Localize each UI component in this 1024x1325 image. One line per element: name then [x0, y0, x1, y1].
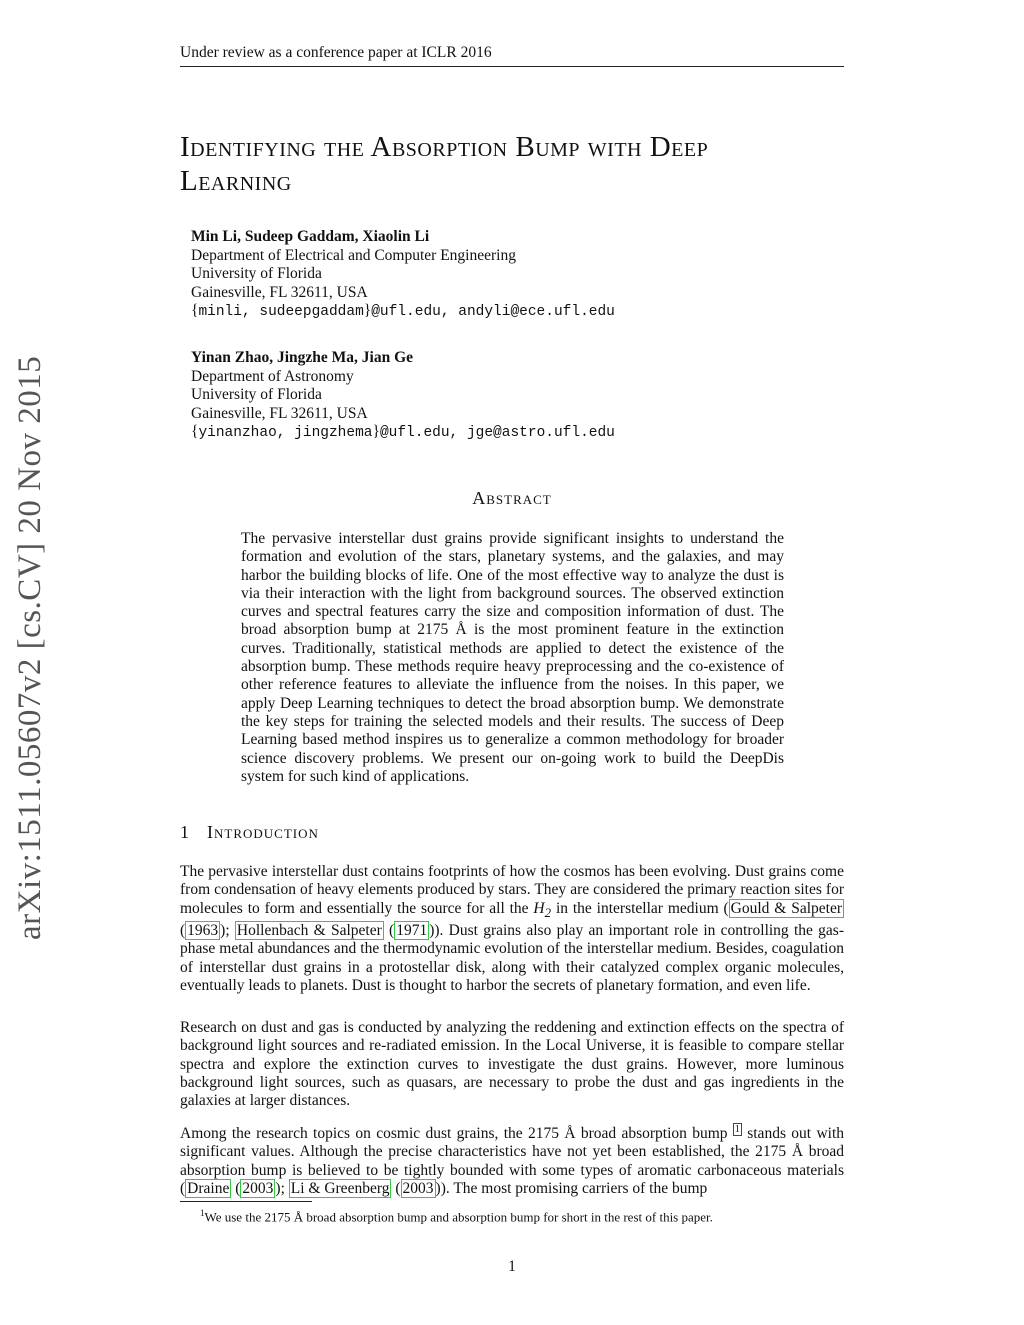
abstract-heading: Abstract [472, 488, 552, 508]
section-number: 1 [180, 822, 189, 842]
email-brace-open: { [191, 302, 199, 319]
page-number: 1 [508, 1258, 516, 1275]
email-brace-close: } [372, 423, 380, 440]
paper-title [180, 130, 850, 198]
paragraph-text: Among the research topics on cosmic dust grains, the 2175 Å broad absorption bump [180, 1125, 733, 1143]
author-address: Gainesville, FL 32611, USA [191, 404, 368, 422]
section-title: Introduction [207, 822, 319, 842]
email-users: minli, sudeepgaddam [198, 304, 364, 320]
citation-hollenbach-salpeter[interactable]: Hollenbach & Salpeter [236, 921, 382, 939]
footnote-marker[interactable]: 1 [734, 1124, 740, 1135]
email-domains: @ufl.edu, andyli@ece.ufl.edu [371, 304, 615, 320]
author-address: Gainesville, FL 32611, USA [191, 283, 368, 301]
citation-draine[interactable]: Draine [187, 1180, 230, 1198]
paragraph-text: in the interstellar medium ( [551, 899, 729, 917]
intro-paragraph-3: Among the research topics on cosmic dust grains, the 2175 Å broad absorption bump $^1$ stands out with significant values. Although the precise characteristics have not yet been established, the 2175 Å broad absorption bump is believed to be tightly bounded with some types of aromatic carbonaceous materials ( Draine ( 2003 ); Li & Greenberg ( 2003 )). The most promising carriers of the bump [180, 1124, 844, 1198]
h2-subscript: 2 [544, 904, 552, 920]
author-names: Yinan Zhao, Jingzhe Ma, Jian Ge [191, 349, 414, 366]
citation-gould-salpeter[interactable]: Gould & Salpeter [730, 899, 842, 917]
citation-separator: ; [280, 1180, 289, 1198]
citation-year-2003b[interactable]: 2003 [402, 1180, 434, 1198]
abstract-body: The pervasive interstellar dust grains provide significant insights to understand the formation and evolution of the stars, planetary systems, and the galaxies, and may harbor the building blocks of life. One of the most effective way to analyze the dust is via their interaction with the light from background sources. The observed extinction curves and spectral features carry the size and composition information of dust. The broad absorption bump at 2175 Å is the most prominent feature in the extinction curves. Traditionally, statistical methods are applied to detect the existence of the absorption bump. These methods require heavy preprocessing and the co-existence of other reference features to alleviate the influence from the noises. In this paper, we apply Deep Learning techniques to detect the broad absorption bump. We demonstrate the key steps for training the selected models and their results. The success of Deep Learning based method inspires us to generalize a common methodology for broader science discovery problems. We present our on-going work to build the DeepDis system for such kind of applications. [241, 530, 784, 785]
email-domains: @ufl.edu, jge@astro.ufl.edu [379, 425, 615, 441]
section-heading [180, 822, 319, 843]
author-email [191, 423, 615, 443]
email-brace-close: } [363, 302, 372, 319]
arxiv-stamp: arXiv:1511.05607v2 [cs.CV] 20 Nov 2015 [12, 355, 48, 940]
author-names: Min Li, Sudeep Gaddam, Xiaolin Li [191, 228, 430, 245]
author-email [191, 302, 615, 322]
author-department: Department of Electrical and Computer Engineering [191, 246, 516, 264]
author-department: Department of Astronomy [191, 367, 354, 385]
email-users: yinanzhao, jingzhema [198, 425, 373, 441]
intro-paragraph-2: Research on dust and gas is conducted by analyzing the reddening and extinction effects on the spectra of background light sources and re-radiated emission. In the Local Universe, it is feasible to compare stellar spectra and explore the extinction curves to investigate the dust grains. However, more luminous background light sources, such as quasars, are necessary to probe the dust and gas ingredients in the galaxies at larger distances. [180, 1019, 844, 1110]
paragraph-text: The pervasive interstellar dust contains footprints of how the cosmos has been evolving. Dust grains come from condensation of heavy elements produced by stars. They are considered the primary reaction sites for molecules to form and essentially the source for all the [180, 863, 844, 917]
citation-year-1971[interactable]: 1971 [396, 921, 428, 939]
h2-base: H [533, 899, 545, 917]
citation-year-2003a[interactable]: 2003 [242, 1180, 274, 1198]
footnote-text: We use the 2175 Å broad absorption bump and absorption bump for short in the rest of this paper. [204, 1209, 713, 1225]
h2-symbol [533, 899, 552, 920]
footnote [200, 1208, 713, 1225]
footnote-mark: 1 [200, 1208, 205, 1218]
author-university: University of Florida [191, 265, 322, 282]
running-header: Under review as a conference paper at ICLR 2016 [180, 44, 844, 67]
footnote-rule [180, 1201, 312, 1202]
title-line-2: Learning [180, 165, 292, 197]
author-block-2 [191, 349, 615, 443]
intro-paragraph-1: The pervasive interstellar dust contains footprints of how the cosmos has been evolving. Dust grains come from condensation of heavy elements produced by stars. They are considered the primary reaction sites for molecules to form and essentially the source for all the $H_2$ in the interstellar medium ( Gould & Salpeter ( 1963 ); Hollenbach & Salpeter ( 1971 )). Dust grains also play an important role in controlling the gas-phase metal abundances and the thermodynamic evolution of the interstellar medium. Besides, coagulation of interstellar dust grains in a protostellar disk, along with their catalyzed complex organic molecules, eventually leads to planets. Dust is thought to harbor the secrets of planetary formation, and even life. [180, 863, 844, 994]
paragraph-text: stands out with significant values. Although the precise characteristics have not yet been established, the 2175 Å broad absorption bump is believed to be tightly bounded with some types of aromatic carbonaceous materials ( [180, 1125, 844, 1198]
citation-separator: ; [225, 921, 235, 939]
citation-year-1963[interactable]: 1963 [187, 921, 219, 939]
email-brace-open: { [191, 423, 199, 440]
author-block-1 [191, 228, 615, 322]
citation-li-greenberg[interactable]: Li & Greenberg [290, 1180, 390, 1198]
author-university: University of Florida [191, 386, 322, 403]
title-line-1: Identifying the Absorption Bump with Deep [180, 131, 709, 163]
paragraph-text: )). Dust grains also play an important role in controlling the gas-phase metal abundances and the thermodynamic evolution of the interstellar medium. Besides, coagulation of interstellar dust grains in a protostellar disk, along with their catalyzed complex organic molecules, eventually leads to planets. Dust is thought to harbor the secrets of planetary formation, and even life. [180, 921, 844, 994]
paragraph-text: ). The most promising carriers of the bump [440, 1180, 708, 1198]
